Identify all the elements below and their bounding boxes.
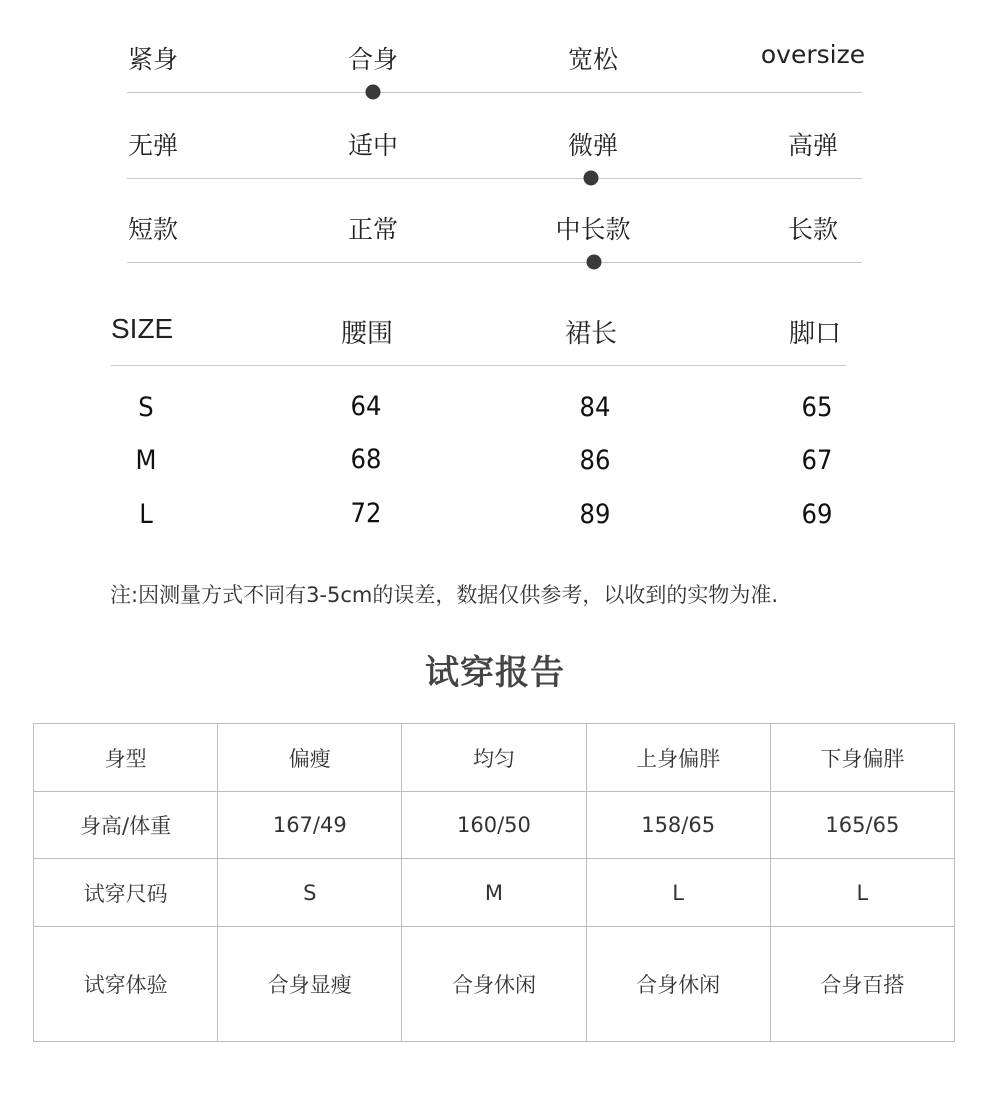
scale-label: 短款 [127, 215, 179, 244]
scale-line [127, 92, 862, 93]
table-cell: 上身偏胖 [586, 724, 770, 792]
scale-selected-dot [366, 85, 381, 100]
scale-line [127, 262, 862, 263]
scale-label: 长款 [787, 215, 839, 244]
hem-cell: 65 [801, 392, 833, 423]
length-cell: 89 [579, 499, 611, 530]
scale-selected-dot [587, 255, 602, 270]
waist-cell: 72 [350, 498, 382, 529]
table-cell: 试穿尺码 [34, 859, 218, 927]
table-cell: 试穿体验 [34, 927, 218, 1042]
scale-label: 高弹 [787, 131, 839, 160]
table-cell: 160/50 [402, 792, 586, 859]
table-cell: 身型 [34, 724, 218, 792]
table-cell: S [218, 859, 402, 927]
hem-cell: 67 [801, 445, 833, 476]
waist-cell: 68 [350, 444, 382, 475]
scale-label: 合身 [347, 45, 399, 74]
scale-label: 中长款 [555, 215, 631, 244]
table-cell: 167/49 [218, 792, 402, 859]
table-cell: 158/65 [586, 792, 770, 859]
table-row [34, 927, 955, 1042]
table-cell: 合身休闲 [402, 927, 586, 1042]
size-chart-divider [111, 365, 846, 366]
scale-selected-dot [584, 171, 599, 186]
table-row [34, 859, 955, 927]
table-cell: 合身百搭 [770, 927, 954, 1042]
length-cell: 84 [579, 392, 611, 423]
size-cell: M [135, 445, 157, 476]
table-cell: 下身偏胖 [770, 724, 954, 792]
hem-cell: 69 [801, 499, 833, 530]
size-cell: S [138, 392, 154, 423]
table-cell: 合身休闲 [586, 927, 770, 1042]
table-row [34, 724, 955, 792]
length-cell: 86 [579, 445, 611, 476]
measurement-note: 注:因测量方式不同有3-5cm的误差，数据仅供参考，以收到的实物为准. [110, 583, 779, 607]
table-cell: 合身显瘦 [218, 927, 402, 1042]
scale-label: 适中 [347, 131, 399, 160]
length-header: 裙长 [564, 319, 618, 349]
table-cell: 165/65 [770, 792, 954, 859]
waist-cell: 64 [350, 391, 382, 422]
waist-header: 腰围 [340, 319, 394, 349]
table-cell: 身高/体重 [34, 792, 218, 859]
table-cell: 偏瘦 [218, 724, 402, 792]
size-header: SIZE [111, 313, 174, 344]
table-cell: L [586, 859, 770, 927]
scale-line [127, 178, 862, 179]
table-cell: L [770, 859, 954, 927]
hem-header: 脚口 [788, 319, 842, 349]
size-cell: L [139, 499, 153, 530]
table-cell: 均匀 [402, 724, 586, 792]
report-title: 试穿报告 [425, 653, 565, 693]
table-row [34, 792, 955, 859]
scale-label: 无弹 [127, 131, 179, 160]
table-cell: M [402, 859, 586, 927]
scale-label: 微弹 [567, 131, 619, 160]
scale-label: 正常 [347, 215, 399, 244]
scale-label: oversize [760, 40, 866, 69]
scale-label: 宽松 [567, 45, 619, 74]
try-on-report-table [33, 723, 955, 1042]
scale-label: 紧身 [127, 45, 179, 74]
